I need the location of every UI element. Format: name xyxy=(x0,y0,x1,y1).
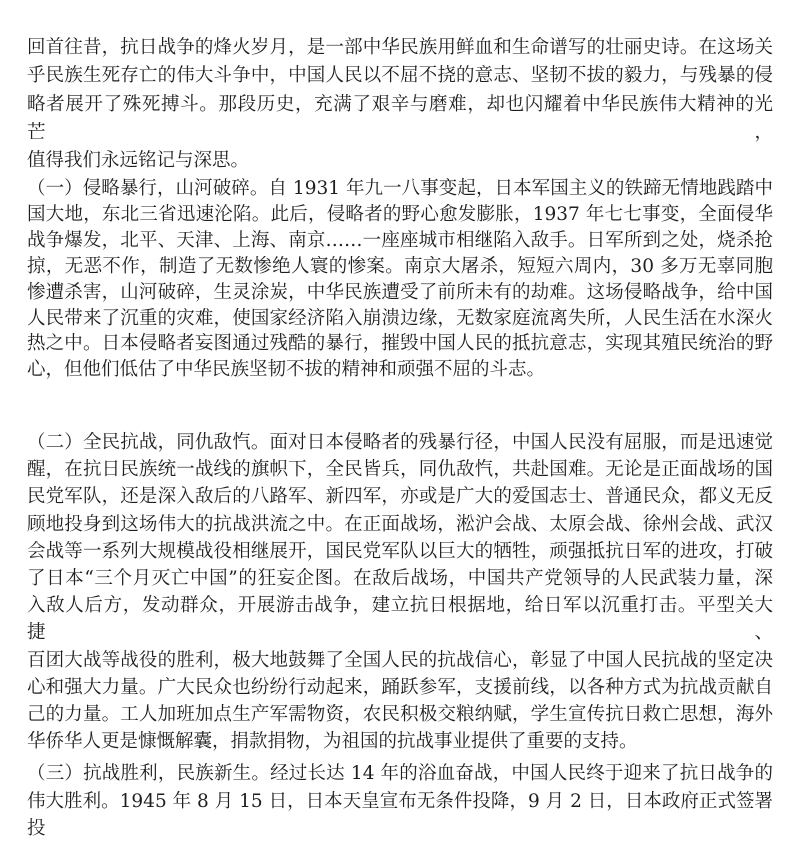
text-line: 值得我们永远铭记与深思。 xyxy=(27,150,250,172)
text-line: （一）侵略暴行，山河破碎。自 1931 年九一八事变起，日本军国主义的铁蹄无情地践踏中 xyxy=(27,178,773,199)
text-line: 伟大胜利。1945 年 8 月 15 日，日本天皇宣布无条件投降，9 月 2 日，日本政府正式签署投 xyxy=(27,790,773,839)
text-line: 国大地，东北三省迅速沦陷。此后，侵略者的野心愈发膨胀，1937 年七七事变，全面侵华 xyxy=(27,203,773,225)
text-line: 入敌人后方，发动群众，开展游击战争，建立抗日根据地，给日军以沉重打击。平型关大捷、 xyxy=(27,595,773,644)
text-line: 乎民族生死存亡的伟大斗争中，中国人民以不屈不挠的意志、坚韧不拔的毅力，与残暴的侵 xyxy=(27,65,773,87)
text-line: （二）全民抗战，同仇敌忾。面对日本侵略者的残暴行径，中国人民没有屈服，而是迅速觉 xyxy=(27,432,773,453)
text-line: 略者展开了殊死搏斗。那段历史，充满了艰辛与磨难，却也闪耀着中华民族伟大精神的光芒， xyxy=(27,93,773,143)
text-line: 民党军队，还是深入敌后的八路军、新四军，亦或是广大的爱国志士、普通民众，都义无反 xyxy=(27,486,773,508)
text-line: 热之中。日本侵略者妄图通过残酷的暴行，摧毁中国人民的抵抗意志，实现其殖民统治的野 xyxy=(27,333,773,355)
text-line: 百团大战等战役的胜利，极大地鼓舞了全国人民的抗战信心，彰显了中国人民抗战的坚定决 xyxy=(27,649,773,671)
text-line: 顾地投身到这场伟大的抗战洪流之中。在正面战场，淞沪会战、太原会战、徐州会战、武汉 xyxy=(27,513,773,535)
section-2-paragraph xyxy=(27,429,773,755)
text-line: （三）抗战胜利，民族新生。经过长达 14 年的浴血奋战，中国人民终于迎来了抗日战争的 xyxy=(27,763,773,784)
text-line: 会战等一系列大规模战役相继展开，国民党军队以巨大的牺牲，顽强抵抗日军的进攻，打破 xyxy=(27,540,773,562)
text-line: 心，但他们低估了中华民族坚韧不拔的精神和顽强不屈的斗志。 xyxy=(27,359,546,381)
text-line: 醒，在抗日民族统一战线的旗帜下，全民皆兵，同仇敌忾，共赴国难。无论是正面战场的国 xyxy=(27,459,773,481)
text-line: 了日本“三个月灭亡中国”的狂妄企图。在敌后战场，中国共产党领导的人民武装力量，深 xyxy=(27,568,773,590)
section-1-paragraph xyxy=(27,176,773,383)
text-line: 人民带来了沉重的灾难，使国家经济陷入崩溃边缘，无数家庭流离失所，人民生活在水深火 xyxy=(27,307,773,329)
text-line: 惨遭杀害，山河破碎，生灵涂炭，中华民族遭受了前所未有的劫难。这场侵略战争，给中国 xyxy=(27,281,773,303)
text-line: 心和强大力量。广大民众也纷纷行动起来，踊跃参军，支援前线，以各种方式为抗战贡献自 xyxy=(27,676,773,698)
text-line: 掠，无恶不作，制造了无数惨绝人寰的惨案。南京大屠杀，短短六周内，30 多万无辜同胞 xyxy=(27,255,773,277)
section-3-paragraph xyxy=(27,760,773,843)
text-line: 回首往昔，抗日战争的烽火岁月，是一部中华民族用鲜血和生命谱写的壮丽史诗。在这场关 xyxy=(27,37,773,58)
text-line: 华侨华人更是慷慨解囊，捐款捐物，为祖国的抗战事业提供了重要的支持。 xyxy=(27,731,638,753)
intro-paragraph xyxy=(27,34,773,175)
text-line: 战争爆发，北平、天津、上海、南京……一座座城市相继陷入敌手。日军所到之处，烧杀抢 xyxy=(27,229,773,251)
text-line: 己的力量。工人加班加点生产军需物资，农民积极交粮纳赋，学生宣传抗日救亡思想，海外 xyxy=(27,704,773,726)
